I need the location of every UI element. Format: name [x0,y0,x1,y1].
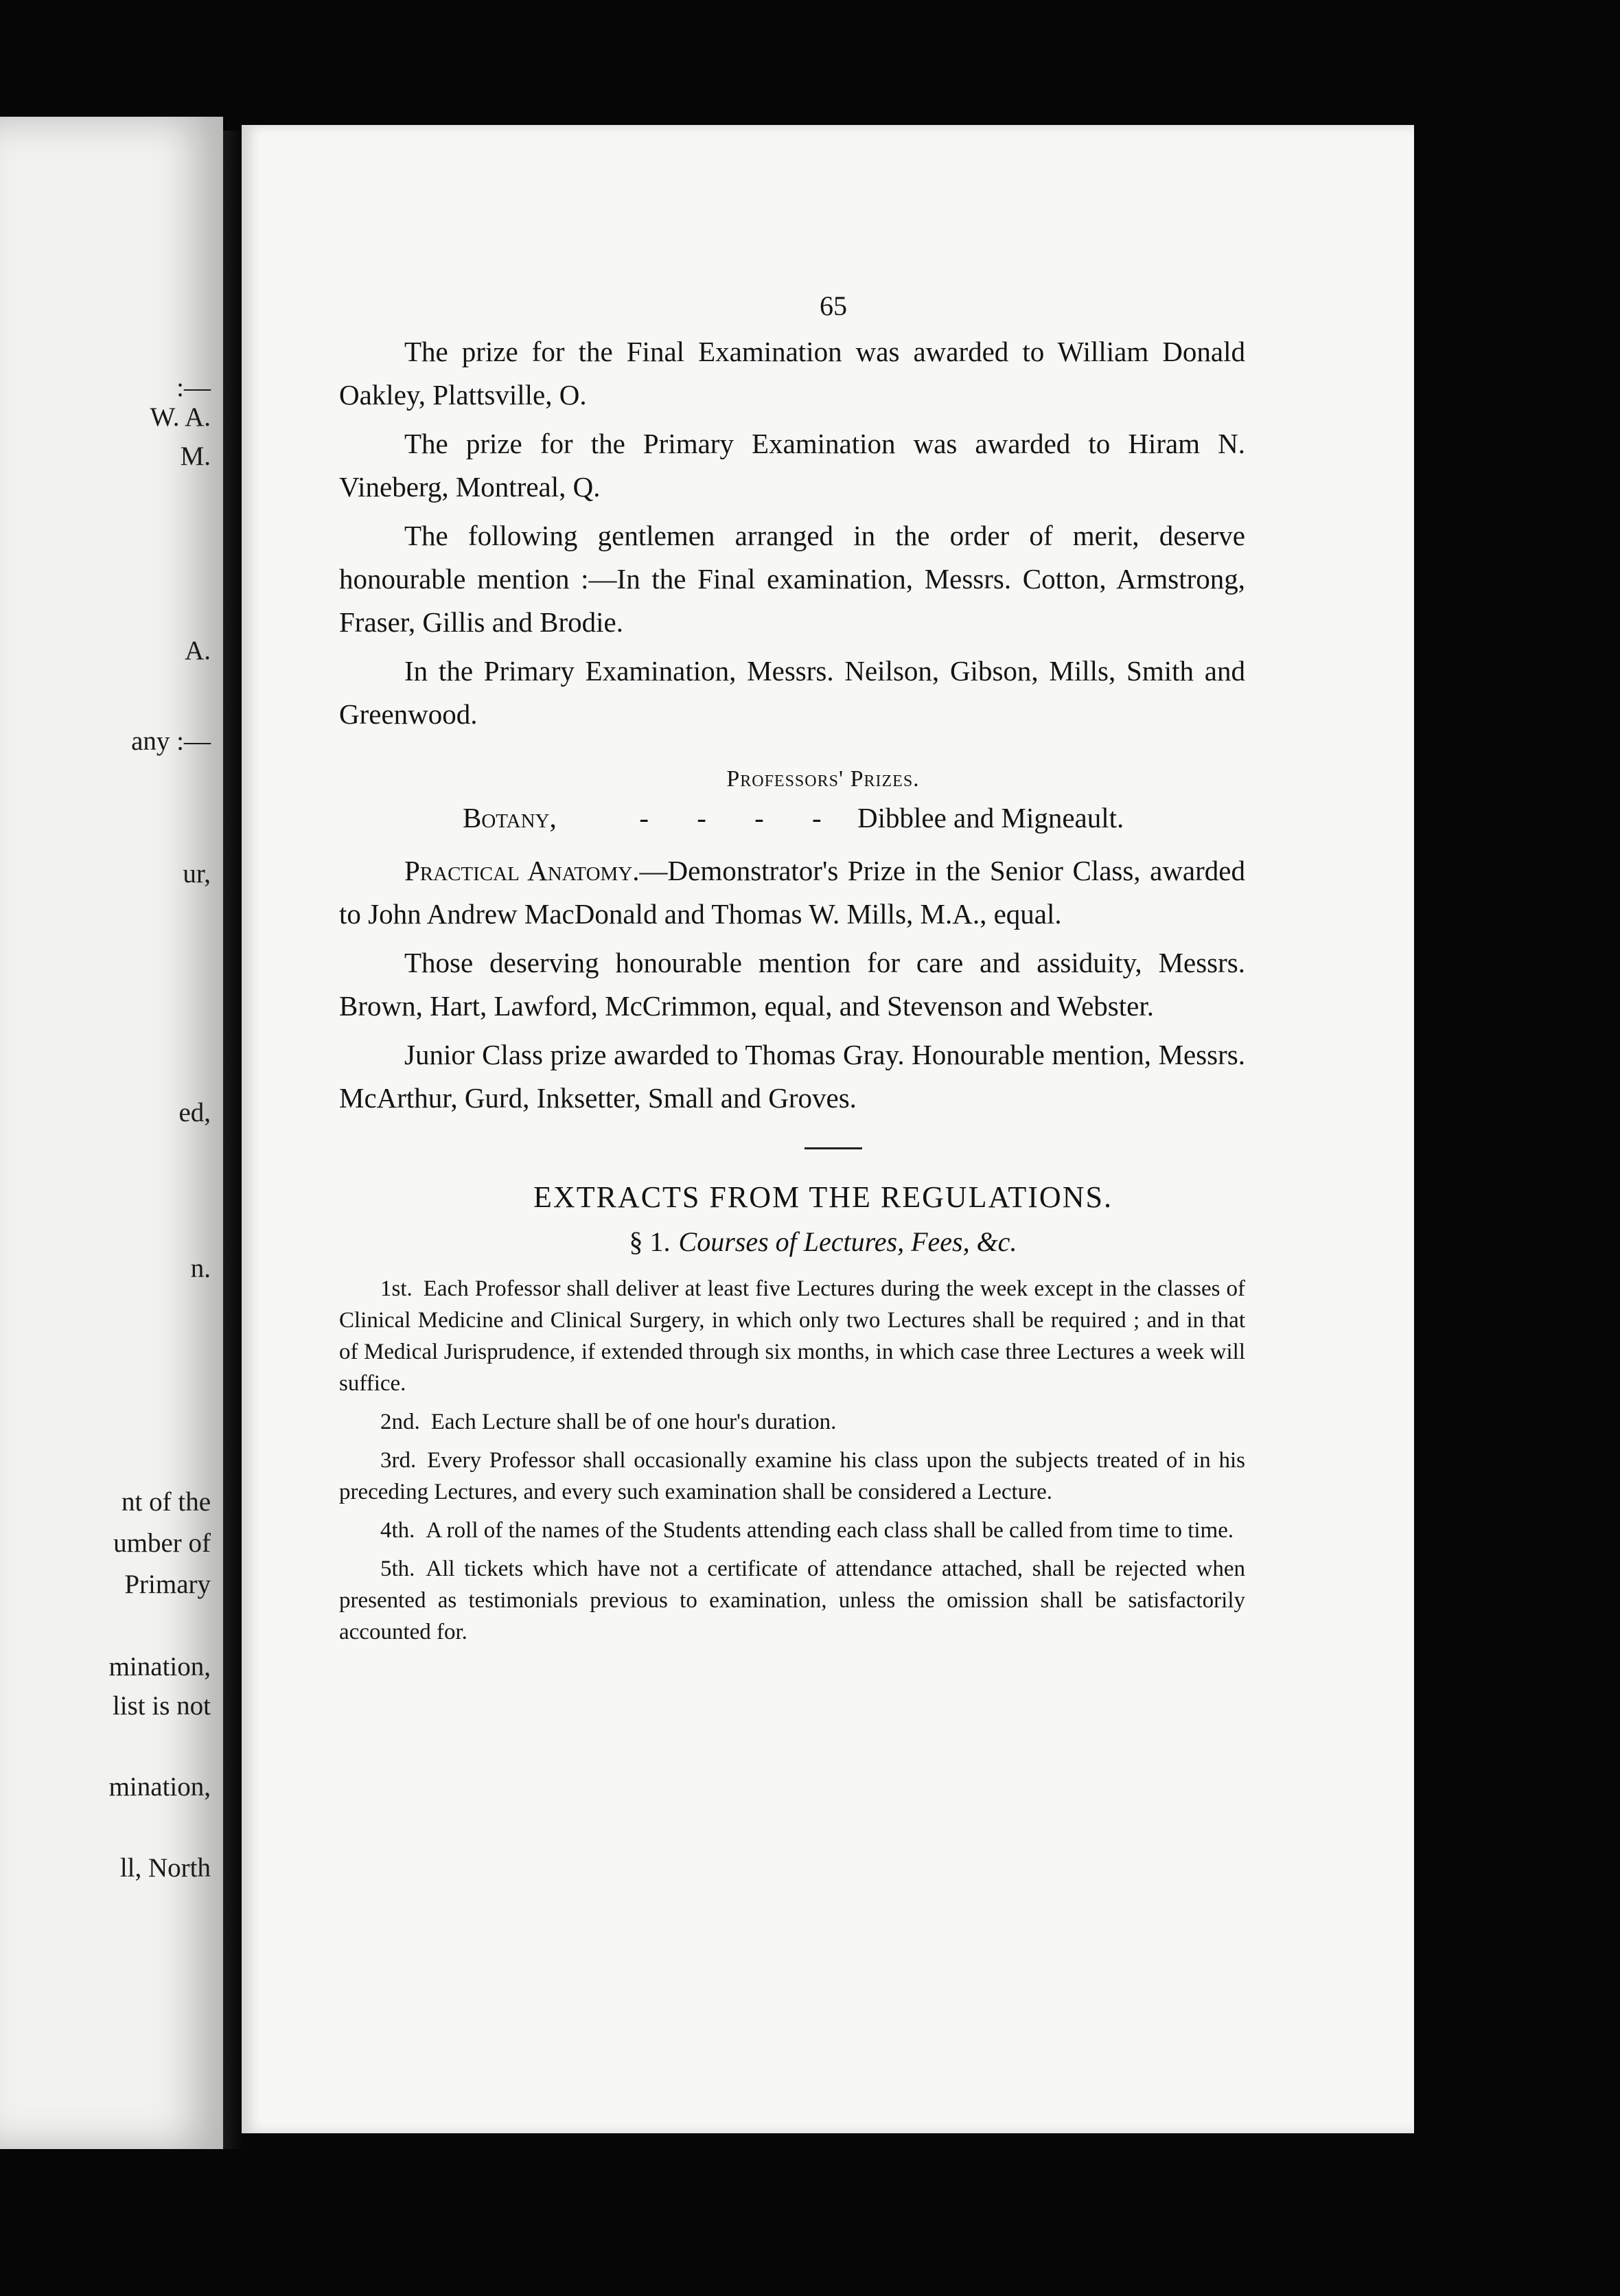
prize-final-paragraph: The prize for the Final Examination was awarded to William Donald Oakley, Plattsville, O. [339,336,1245,411]
botany-prize-row [339,796,1245,840]
book-page [242,125,1414,2133]
previous-page [0,117,223,2149]
left-page-fragment: any :— [131,726,211,756]
botany-winners: Dibblee and Migneault. [857,802,1124,834]
junior-class-paragraph: Junior Class prize awarded to Thomas Gray. Honourable mention, Messrs. McArthur, Gurd, Inksetter, Small and Groves. [339,1039,1245,1114]
left-page-fragment: :— [176,373,211,402]
regulation-item [339,1273,1245,1399]
regulation-text: Each Professor shall deliver at least five Lectures during the week except in the classes of Clinical Medicine and Clinical Surgery, in which only two Lectures shall be required ; and in that of Medical Jurisprudence, if extended through six months, in which case three Lectures a week will suffice. [339,1276,1245,1396]
book-gutter [223,130,244,2149]
regulation-text: Each Lecture shall be of one hour's duration. [430,1410,837,1434]
regulation-text: Every Professor shall occasionally examine his class upon the subjects treated of in his preceding Lectures, and every such examination shall be considered a Lecture. [339,1448,1245,1504]
left-page-fragment: umber of [113,1528,211,1558]
section-divider [805,1147,862,1149]
regulation-text: A roll of the names of the Students attending each class shall be called from time to time. [426,1518,1234,1543]
regulation-number: 3rd. [380,1448,417,1473]
left-page-fragment: nt of the [121,1487,211,1517]
extracts-title: EXTRACTS FROM THE REGULATIONS. [533,1180,1113,1214]
primary-mention-paragraph: In the Primary Examination, Messrs. Neilson, Gibson, Mills, Smith and Greenwood. [339,655,1245,730]
page-content [339,290,1245,1655]
left-page-fragment: W. A. [150,402,211,432]
left-page-fragment: ed, [178,1098,211,1127]
section-title: Courses of Lectures, Fees, &c. [678,1226,1017,1257]
anatomy-label: Practical Anatomy. [404,855,640,886]
left-page-fragment: mination, [108,1772,211,1802]
regulation-item [339,1406,1245,1438]
section-symbol: § 1. [629,1226,671,1257]
anatomy-paragraph [339,849,1245,936]
botany-dots: - - - - [639,802,842,834]
regulation-number: 2nd. [380,1410,420,1434]
section-subtitle [339,1226,1245,1258]
professors-prizes-heading: Professors' Prizes. [726,766,920,792]
regulation-number: 5th. [380,1557,415,1581]
left-page-fragment: ll, North [119,1853,211,1883]
left-page-fragment: mination, [108,1652,211,1681]
regulation-text: All tickets which have not a certificate of attendance attached, shall be rejected when presented as testimonials previous to examination, unless the omission shall be satisfactorily accounted for. [339,1557,1245,1644]
left-page-fragment: n. [190,1254,211,1283]
left-page-fragment: A. [185,636,211,665]
page-number: 65 [820,290,847,321]
left-page-fragment: Primary [124,1570,211,1599]
regulation-item [339,1553,1245,1648]
left-page-fragment: list is not [112,1691,211,1721]
regulation-number: 1st. [380,1276,413,1301]
left-page-fragment: ur, [183,859,211,888]
regulation-number: 4th. [380,1518,415,1543]
prize-primary-paragraph: The prize for the Primary Examination was awarded to Hiram N. Vineberg, Montreal, Q. [339,428,1245,503]
regulation-item [339,1515,1245,1546]
assiduity-paragraph: Those deserving honourable mention for care and assiduity, Messrs. Brown, Hart, Lawford, McCrimmon, equal, and Stevenson and Webster. [339,947,1245,1022]
left-page-fragment: M. [180,441,211,471]
anatomy-text: —Demonstrator's Prize in the Senior Class, awarded to John Andrew MacDonald and Thomas W. Mills, M.A., equal. [339,855,1245,930]
botany-label: Botany, [463,802,557,834]
regulation-item [339,1445,1245,1508]
honourable-mention-paragraph: The following gentlemen arranged in the order of merit, deserve honourable mention :—In the Final examination, Messrs. Cotton, Armstrong, Fraser, Gillis and Brodie. [339,520,1245,638]
